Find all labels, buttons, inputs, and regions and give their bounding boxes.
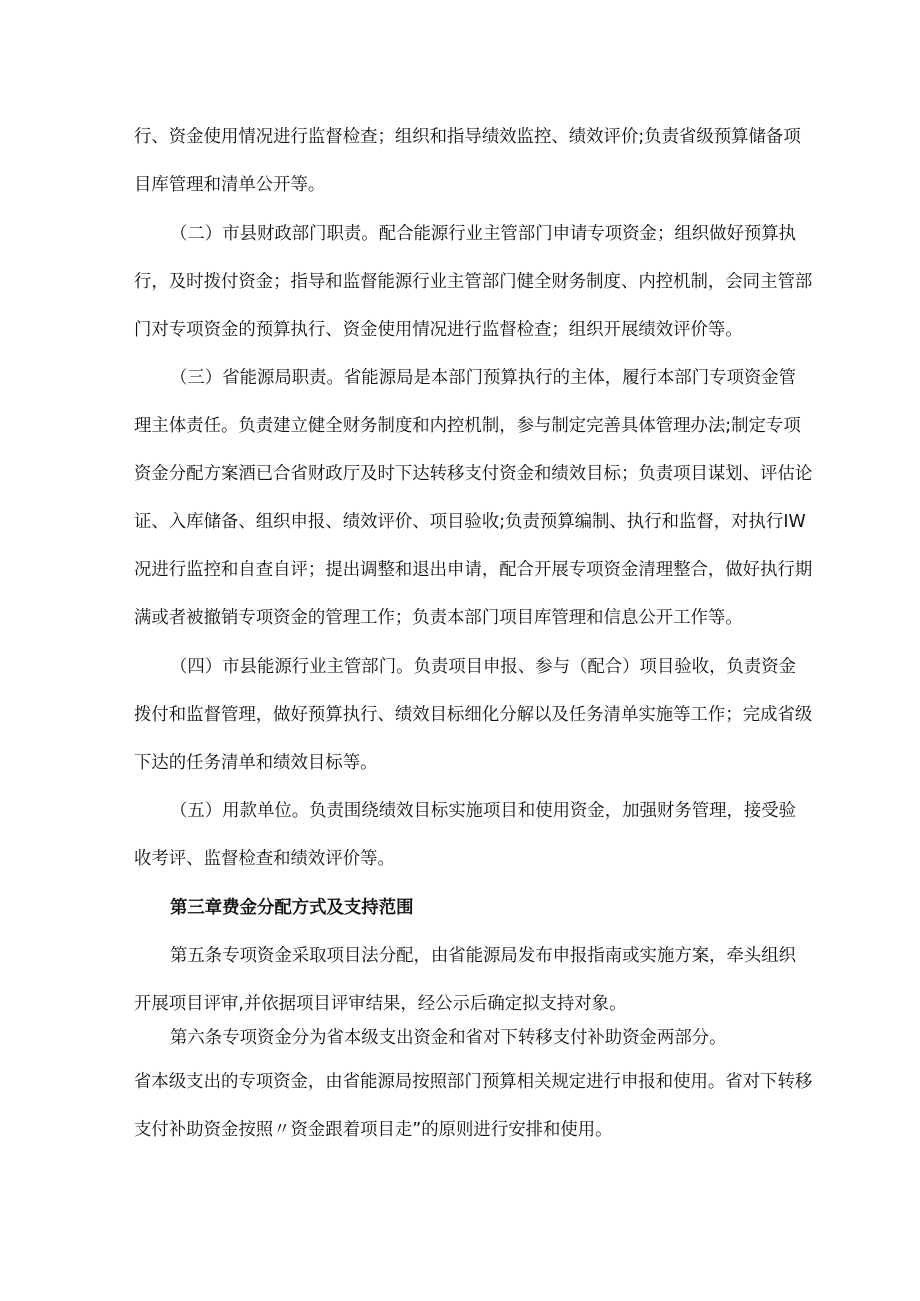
text-line: 开展项目评审,并依据项目评审结果，经公示后确定拟支持对象。 xyxy=(134,994,627,1014)
text-line: 省本级支出的专项资金，由省能源局按照部门预算相关规定进行申报和使用。省对下转移 xyxy=(134,1072,813,1092)
text-line: 证、入库储备、组织申报、绩效评价、项目验收;负责预算编制、执行和监督，对执行IW xyxy=(134,512,806,532)
text-line: 门对专项资金的预算执行、资金使用情况进行监督检查；组织开展绩效评价等。 xyxy=(134,320,743,340)
text-line: 第五条专项资金采取项目法分配，由省能源局发布申报指南或实施方案，牵头组织 xyxy=(170,946,797,966)
chapter-heading: 第三章费金分配方式及支持范围 xyxy=(170,898,414,918)
text-line: （五）用款单位。负责围绕绩效目标实施项目和使用资金，加强财务管理，接受验 xyxy=(170,801,797,821)
text-line: 行、资金使用情况进行监督检查；组织和指导绩效监控、绩效评价;负责省级预算储备项 xyxy=(134,127,801,147)
text-line: 目库管理和清单公开等。 xyxy=(134,175,326,195)
text-line: （三）省能源局职责。省能源局是本部门预算执行的主体，履行本部门专项资金管 xyxy=(170,368,797,388)
text-line: 况进行监控和自查自评；提出调整和退出申请，配合开展专项资金清理整合，做好执行期 xyxy=(134,560,813,580)
text-line: 收考评、监督检查和绩效评价等。 xyxy=(134,849,395,869)
text-line: （四）市县能源行业主管部门。负责项目申报、参与（配合）项目验收，负责资金 xyxy=(170,657,797,677)
text-line: 满或者被撤销专项资金的管理工作；负责本部门项目库管理和信息公开工作等。 xyxy=(134,608,743,628)
text-line: （二）市县财政部门职责。配合能源行业主管部门申请专项资金；组织做好预算执 xyxy=(170,224,797,244)
text-line: 下达的任务清单和绩效目标等。 xyxy=(134,753,378,773)
text-line: 行，及时拨付资金；指导和监督能源行业主管部门健全财务制度、内控机制，会同主管部 xyxy=(134,272,813,292)
text-line: 第六条专项资金分为省本级支出资金和省对下转移支付补助资金两部分。 xyxy=(170,1028,727,1048)
text-line: 资金分配方案酒已合省财政厅及时下达转移支付资金和绩效目标；负责项目谋划、评估论 xyxy=(134,464,813,484)
text-line: 拨付和监督管理，做好预算执行、绩效目标细化分解以及任务清单实施等工作；完成省级 xyxy=(134,705,813,725)
text-line: 支付补助资金按照〃资金跟着项目走”的原则进行安排和使用。 xyxy=(134,1120,613,1140)
text-line: 理主体责任。负责建立健全财务制度和内控机制，参与制定完善具体管理办法;制定专项 xyxy=(134,416,801,436)
